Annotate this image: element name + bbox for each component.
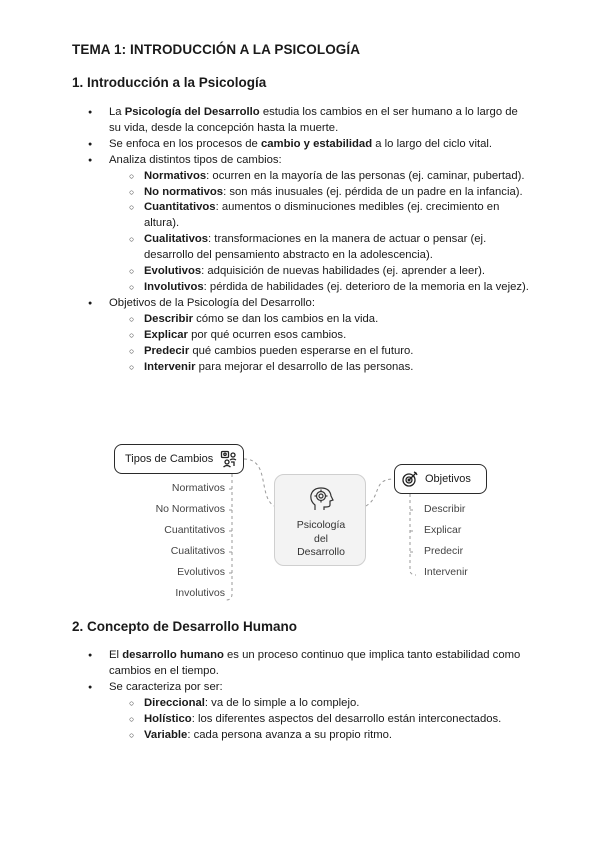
mind-map-diagram — [110, 436, 490, 606]
list-item: ● Analiza distintos tipos de cambios: ○ Normativos: ocurren en la mayoría de las personas (ej. caminar, pubertad). ○ No normativos: son más inusuales (ej. pérdida de un padre en la infancia). ○ Cuantitativos: aumentos o disminuciones medibles (ej. crecimiento en altura). ○ Cualitativos: transformaciones en la manera de actuar o pensar (ej. desarrollo del pensamiento abstracto en la adolescencia). ○ Evolutivos: adquisición de nuevas habilidades (ej. aprender a leer). ○ Involutivos: pérdida de habilidades (ej. deterioro de la memoria en la vejez). — [72, 153, 532, 296]
people-group-icon — [220, 450, 238, 468]
objetivos-node: Objetivos — [394, 464, 487, 494]
bold-term: desarrollo humano — [122, 649, 224, 661]
left-branch-item: No Normativos — [155, 503, 225, 515]
right-branch-item: Describir — [424, 503, 466, 515]
right-branch-item: Explicar — [424, 524, 462, 536]
sublist-item: ○ Explicar por qué ocurren esos cambios. — [72, 328, 532, 344]
document-title: TEMA 1: INTRODUCCIÓN A LA PSICOLOGÍA — [72, 42, 361, 57]
left-branch-item: Cuantitativos — [164, 524, 225, 536]
right-branch-item: Predecir — [424, 545, 464, 557]
head-brain-icon — [306, 485, 336, 520]
list-item: ● Se enfoca en los procesos de cambio y estabilidad a lo largo del ciclo vital. — [72, 137, 532, 153]
bold-term: Psicología del Desarrollo — [124, 106, 260, 118]
target-arrow-icon — [401, 470, 419, 488]
sublist-item: ○ Direccional: va de lo simple a lo complejo. — [72, 696, 532, 712]
tipos-cambios-node: Tipos de Cambios — [114, 444, 244, 474]
cambios-sublist — [72, 169, 532, 296]
psicologia-desarrollo-node — [274, 474, 366, 566]
left-branch-item: Evolutivos — [177, 566, 225, 578]
sublist-item: ○ Cualitativos: transformaciones en la manera de actuar o pensar (ej. desarrollo del pensamiento abstracto en la adolescencia). — [72, 232, 532, 264]
section-2-heading: 2. Concepto de Desarrollo Humano — [72, 619, 298, 634]
sublist-item: ○ Predecir qué cambios pueden esperarse en el futuro. — [72, 344, 532, 360]
section-1-heading: 1. Introducción a la Psicología — [72, 75, 267, 90]
left-branch-item: Involutivos — [175, 587, 225, 599]
sublist-item: ○ Cuantitativos: aumentos o disminuciones medibles (ej. crecimiento en altura). — [72, 200, 532, 232]
list-item: ● El desarrollo humano es un proceso continuo que implica tanto estabilidad como cambios en el tiempo. — [72, 648, 532, 680]
left-branch-item: Cualitativos — [170, 545, 225, 557]
center-label: Psicología del Desarrollo — [296, 519, 346, 558]
bold-term: cambio y estabilidad — [260, 137, 373, 150]
sublist-item: ○ Evolutivos: adquisición de nuevas habilidades (ej. aprender a leer). — [72, 264, 532, 280]
list-item: ● Objetivos de la Psicología del Desarrollo: ○ Describir cómo se dan los cambios en la vida. ○ Explicar por qué ocurren esos cambios. ○ Predecir qué cambios pueden esperarse en el futuro. ○ Intervenir para mejorar el desarrollo de las personas. — [72, 296, 532, 376]
section-1-list — [72, 105, 532, 375]
caracteristicas-sublist — [72, 696, 532, 744]
section-2-list — [72, 648, 532, 743]
sublist-item: ○ Describir cómo se dan los cambios en la vida. — [72, 312, 532, 328]
list-item: ● Se caracteriza por ser: ○ Direccional: va de lo simple a lo complejo. ○ Holístico: los diferentes aspectos del desarrollo están interconectados. ○ Variable: cada persona avanza a su propio ritmo. — [72, 680, 532, 744]
sublist-item: ○ Variable: cada persona avanza a su propio ritmo. — [72, 728, 532, 744]
sublist-item: ○ Intervenir para mejorar el desarrollo de las personas. — [72, 360, 532, 376]
left-branch-item: Normativos — [171, 482, 225, 494]
right-branch-item: Intervenir — [424, 566, 468, 578]
sublist-item: ○ No normativos: son más inusuales (ej. pérdida de un padre en la infancia). — [72, 185, 532, 201]
sublist-item: ○ Involutivos: pérdida de habilidades (ej. deterioro de la memoria en la vejez). — [72, 280, 532, 296]
sublist-item: ○ Holístico: los diferentes aspectos del desarrollo están interconectados. — [72, 712, 532, 728]
objetivos-sublist — [72, 312, 532, 376]
sublist-item: ○ Normativos: ocurren en la mayoría de las personas (ej. caminar, pubertad). — [72, 169, 532, 185]
list-item: ● La Psicología del Desarrollo estudia los cambios en el ser humano a lo largo de su vida, desde la concepción hasta la muerte. — [72, 105, 532, 137]
